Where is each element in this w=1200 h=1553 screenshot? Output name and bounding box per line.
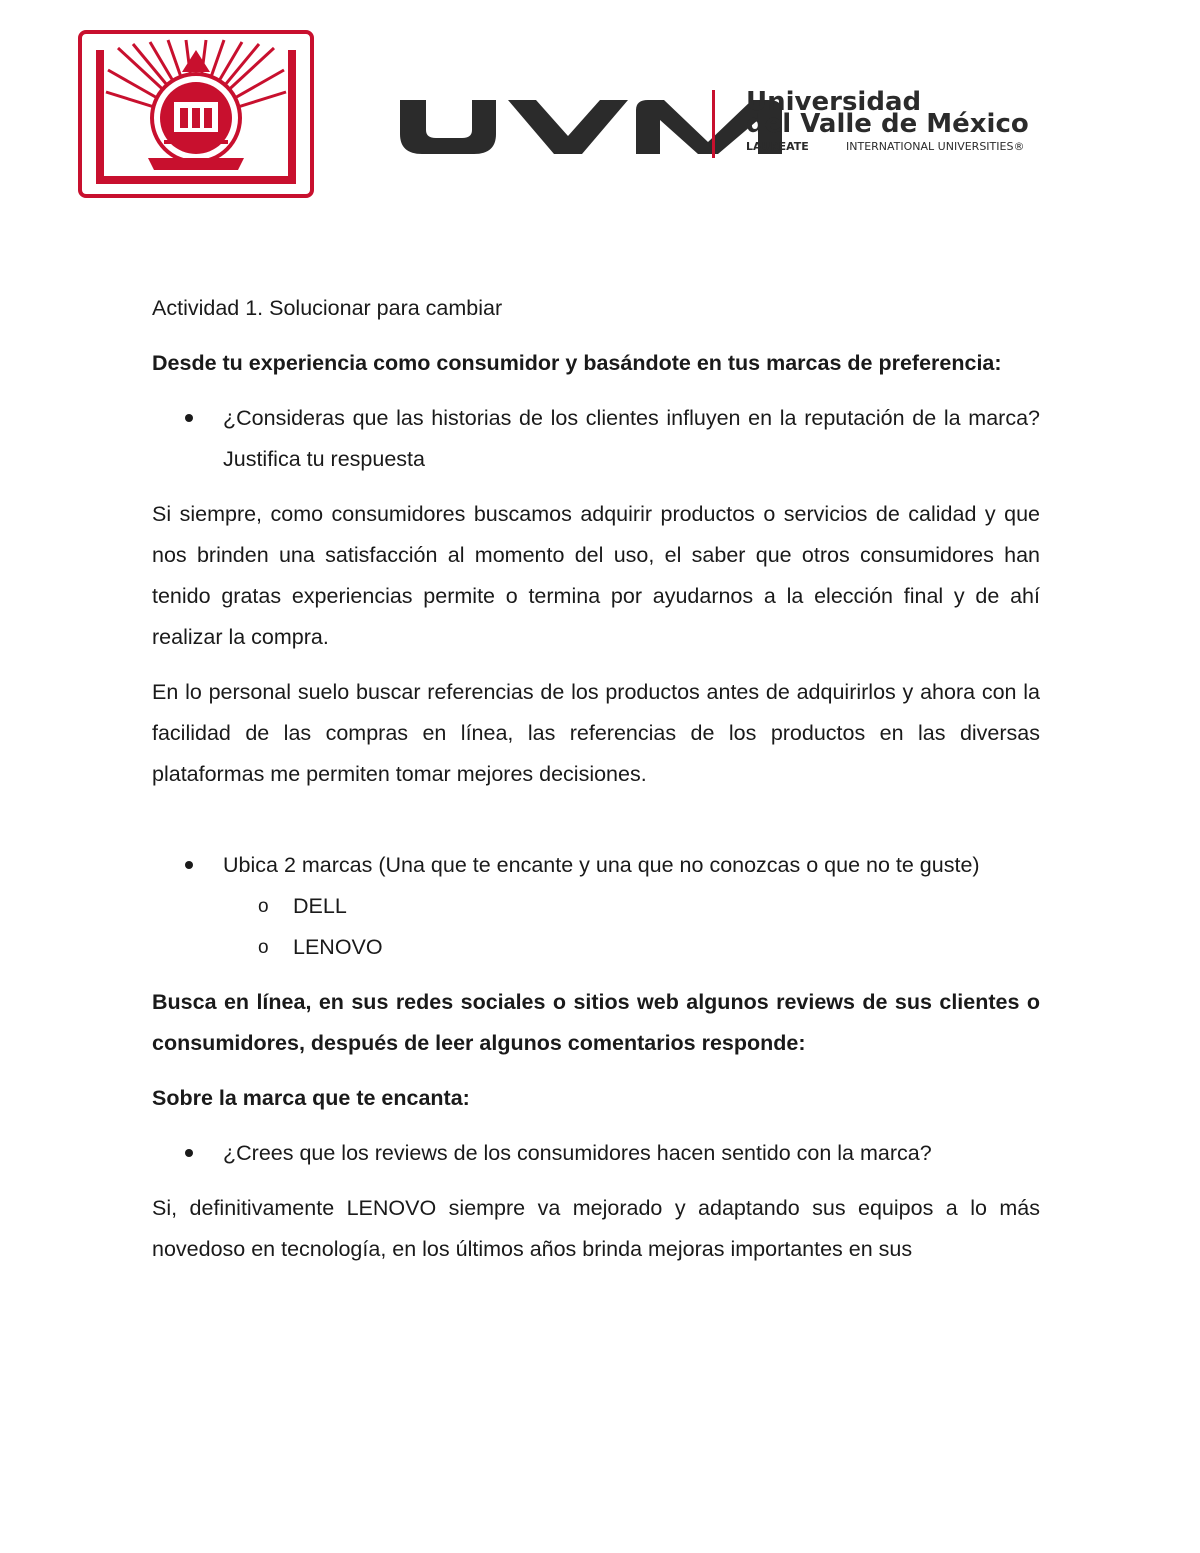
svg-text:POR SIEMPRE RESPONSABLE: POR SIEMPRE RESPONSABLE — [85, 47, 95, 193]
svg-text:ONSABLE DE LO QUE: ONSABLE DE LO QUE — [137, 184, 255, 195]
prompt-search-reviews: Busca en línea, en sus redes sociales o sitios web algunos reviews de sus clientes o consumidores, después de leer algunos comentarios responde: — [152, 990, 1040, 1055]
university-line1: Universidad — [746, 87, 922, 117]
question-list-1 — [152, 398, 1040, 480]
brand-item: o DELL — [223, 886, 1040, 927]
university-seal-logo — [78, 30, 314, 198]
question-list-3 — [152, 1133, 1040, 1174]
question-customer-stories: ¿Consideras que las historias de los clientes influyen en la reputación de la marca? Justifica tu respuesta — [152, 398, 1040, 480]
svg-text:SE HA CULTIVADO: SE HA CULTIVADO — [297, 75, 307, 165]
university-line2: del Valle de México — [746, 109, 1029, 139]
network-text: INTERNATIONAL UNIVERSITIES® — [846, 140, 1025, 153]
question-list-2 — [152, 845, 1040, 968]
answer-paragraph-3: Si, definitivamente LENOVO siempre va mejorado y adaptando sus equipos a lo más novedoso en tecnología, en los últimos años brinda mejoras importantes en sus — [152, 1196, 1040, 1261]
blank-spacer — [152, 809, 1040, 845]
answer-paragraph-2: En lo personal suelo buscar referencias de los productos antes de adquirirlos y ahora con la facilidad de las compras en línea, las referencias de los productos en las diversas plataformas me permiten tomar mejores decisiones. — [152, 680, 1040, 786]
section-heading-favorite-brand: Sobre la marca que te encanta: — [152, 1086, 470, 1110]
question-locate-brands — [152, 845, 1040, 968]
uvm-logo — [396, 84, 1116, 164]
question-reviews-make-sense: ¿Crees que los reviews de los consumidores hacen sentido con la marca? — [152, 1133, 1040, 1174]
brand-item: o LENOVO — [223, 927, 1040, 968]
prompt-consumer-experience: Desde tu experiencia como consumidor y basándote en tus marcas de preferencia: — [152, 351, 1002, 375]
answer-paragraph-1: Si siempre, como consumidores buscamos adquirir productos o servicios de calidad y que nos brinden una satisfacción al momento del uso, el saber que otros consumidores han tenido gratas experiencias permite o termina por ayudarnos a la elección final y de ahí realizar la compra. — [152, 502, 1040, 649]
brand-list — [223, 886, 1040, 968]
question-locate-brands-text: Ubica 2 marcas (Una que te encante y una que no conozcas o que no te guste) — [223, 853, 980, 877]
page-header — [0, 0, 1200, 220]
document-body — [152, 288, 1040, 1284]
laureate-text: LAUREATE — [746, 140, 809, 153]
activity-title: Actividad 1. Solucionar para cambiar — [152, 296, 503, 320]
